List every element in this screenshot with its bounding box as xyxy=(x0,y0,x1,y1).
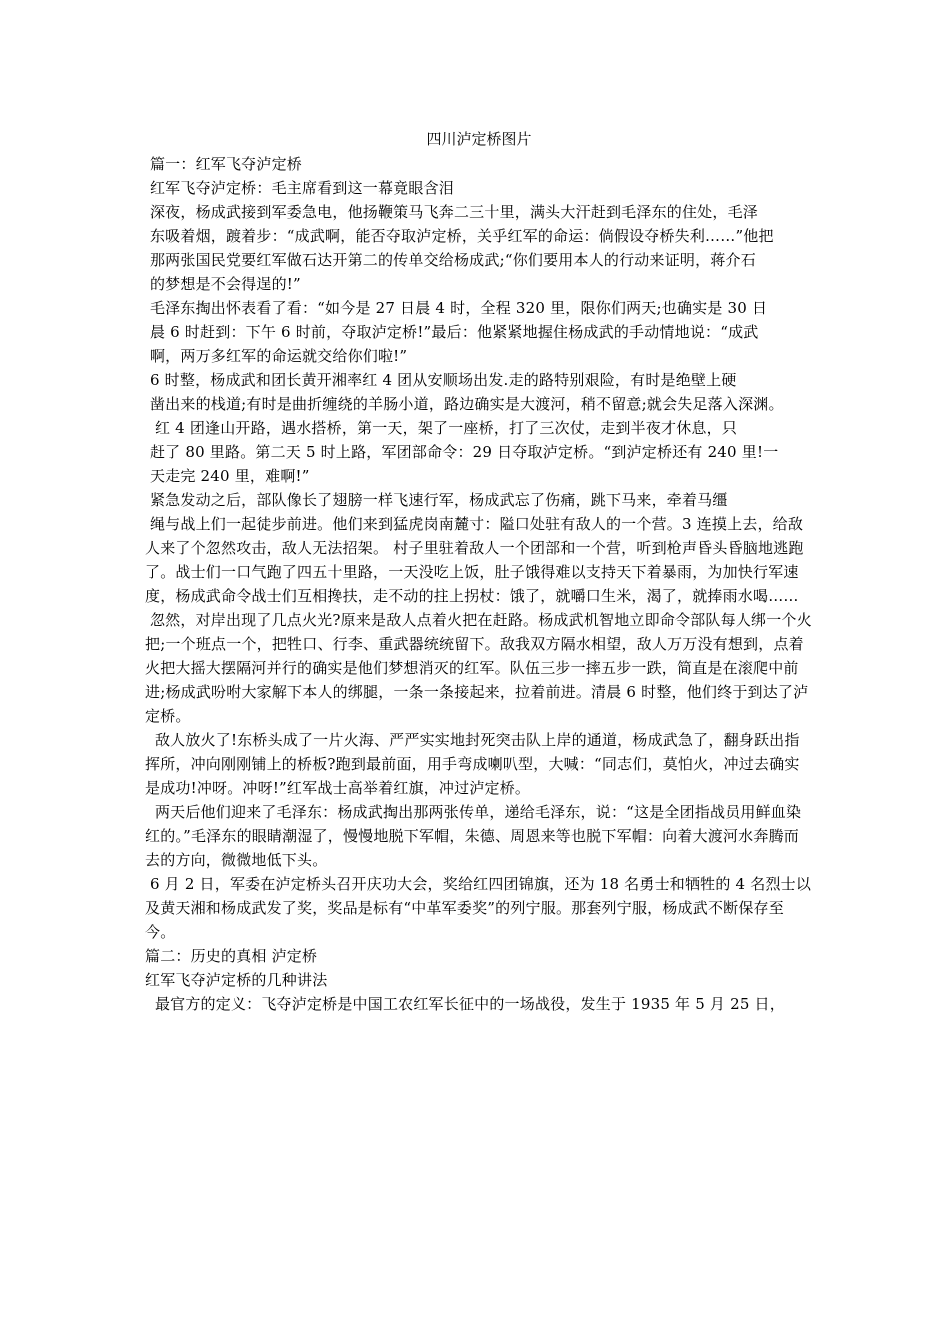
paragraph: 天走完 240 里，难啊!” xyxy=(145,467,310,485)
paragraph: 紧急发动之后，部队像长了翅膀一样飞速行军，杨成武忘了伤痛，跳下马来，牵着马缰 xyxy=(145,491,728,509)
document-body xyxy=(145,152,813,1016)
paragraph: 那两张国民党要红军做石达开第二的传单交给杨成武;“你们要用本人的行动来证明，蒋介石 xyxy=(145,251,756,269)
paragraph: 6 时整，杨成武和团长黄开湘率红 4 团从安顺场出发.走的路特别艰险，有时是绝壁上硬 xyxy=(145,371,737,389)
document-title: 四川泸定桥图片 xyxy=(426,130,532,148)
paragraph: 凿出来的栈道;有时是曲折缠绕的羊肠小道，路边确实是大渡河，稍不留意;就会失足落入深渊。 xyxy=(145,395,784,413)
paragraph: 绳与战上们一起徒步前进。他们来到猛虎岗南麓寸：隘口处驻有敌人的一个营。3 连摸上去，给敌人来了个忽然攻击，敌人无法招架。 村子里驻着敌人一个团部和一个营，听到枪声昏头昏脑地逃跑了。战士们一口气跑了四五十里路，一天没吃上饭，肚子饿得难以支持天下着暴雨，为加快行军速度，杨成武命令战士们互相搀扶，走不动的拄上拐杖：饿了，就嚼口生米，渴了，就捧雨水喝…… xyxy=(145,515,804,605)
paragraph: 红军飞夺泸定桥：毛主席看到这一幕竟眼含泪 xyxy=(145,179,454,197)
paragraph: 深夜，杨成武接到军委急电，他扬鞭策马飞奔二三十里，满头大汗赶到毛泽东的住处，毛泽 xyxy=(145,203,758,221)
paragraph: 忽然，对岸出现了几点火光?原来是敌人点着火把在赶路。杨成武机智地立即命令部队每人绑一个火把;一个班点一个，把牲口、行李、重武器统统留下。敌我双方隔水相望，敌人万万没有想到，点着火把大摇大摆隔河并行的确实是他们梦想消灭的红军。队伍三步一摔五步一跌，简直是在滚爬中前进;杨成武吩咐大家解下本人的绑腿，一条一条接起来，拉着前进。清晨 6 时整，他们终于到达了泸定桥。 xyxy=(145,611,812,725)
document-page xyxy=(145,128,813,1016)
paragraph: 最官方的定义：飞夺泸定桥是中国工农红军长征中的一场战役，发生于 1935 年 5 月 25 日， xyxy=(145,995,785,1013)
paragraph: 毛泽东掏出怀表看了看：“如今是 27 日晨 4 时，全程 320 里，限你们两天;也确实是 30 日 xyxy=(145,299,768,317)
paragraph: 东吸着烟，踱着步：“成武啊，能否夺取泸定桥，关乎红军的命运：倘假设夺桥失利……”他把 xyxy=(145,227,774,245)
paragraph: 赶了 80 里路。第二天 5 时上路，军团部命令：29 日夺取泸定桥。“到泸定桥还有 240 里!一 xyxy=(145,443,779,461)
paragraph: 啊，两万多红军的命运就交给你们啦!” xyxy=(145,347,408,365)
section-heading: 篇二：历史的真相 泸定桥 xyxy=(145,947,318,965)
paragraph: 篇一：红军飞夺泸定桥 xyxy=(145,155,302,173)
paragraph: 6 月 2 日，军委在泸定桥头召开庆功大会，奖给红四团锦旗，还为 18 名勇士和牺牲的 4 名烈士以及黄天湘和杨成武发了奖，奖品是标有“中革军委奖”的列宁服。那套列宁服，杨成武不断保存至今。 xyxy=(145,875,812,941)
paragraph: 晨 6 时赶到：下午 6 时前，夺取泸定桥!”最后：他紧紧地握住杨成武的手动情地说：“成武 xyxy=(145,323,759,341)
paragraph: 两天后他们迎来了毛泽东：杨成武掏出那两张传单，递给毛泽东，说：“这是全团指战员用鲜血染红的。”毛泽东的眼睛潮湿了，慢慢地脱下军帽，朱德、周恩来等也脱下军帽：向着大渡河水奔腾而去的方向，微微地低下头。 xyxy=(145,803,802,869)
paragraph: 敌人放火了!东桥头成了一片火海、严严实实地封死突击队上岸的通道，杨成武急了，翻身跃出指挥所，冲向刚刚铺上的桥板?跑到最前面，用手弯成喇叭型，大喊：“同志们，莫怕火，冲过去确实是成功!冲呀。冲呀!”红军战士高举着红旗，冲过泸定桥。 xyxy=(145,731,800,797)
subheading: 红军飞夺泸定桥的几种讲法 xyxy=(145,971,328,989)
paragraph: 红 4 团逢山开路，遇水搭桥，第一天，架了一座桥，打了三次仗，走到半夜才休息，只 xyxy=(145,419,738,437)
paragraph: 的梦想是不会得逞的!” xyxy=(145,275,301,293)
